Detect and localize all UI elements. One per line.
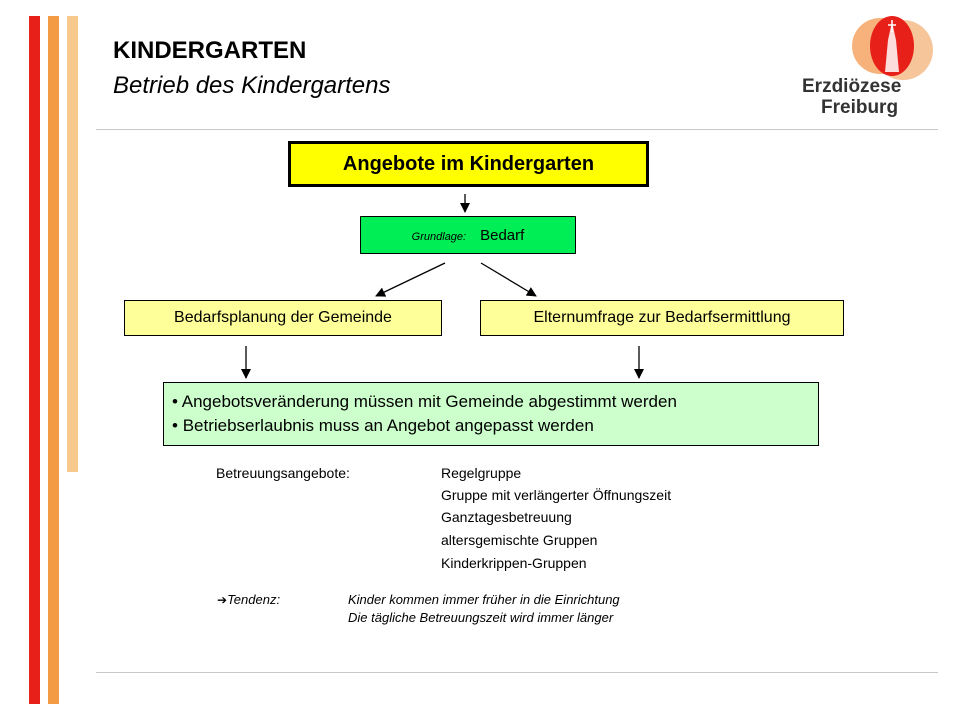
basis-box: [360, 216, 576, 254]
offer-item: Kinderkrippen-Gruppen: [441, 555, 587, 571]
trend-line: Die tägliche Betreuungszeit wird immer länger: [348, 610, 614, 625]
municipal-planning-label: Bedarfsplanung der Gemeinde: [174, 309, 392, 326]
arrow-basis-to-right: [481, 263, 536, 296]
offer-item: altersgemischte Gruppen: [441, 532, 598, 548]
parent-survey-label: Elternumfrage zur Bedarfsermittlung: [533, 309, 791, 326]
offer-item: Regelgruppe: [441, 465, 522, 481]
basis-value: Bedarf: [480, 226, 525, 244]
main-box-label: Angebote im Kindergarten: [342, 152, 595, 175]
trend-label: ➔Tendenz:: [217, 592, 281, 607]
page-subtitle: Betrieb des Kindergartens: [113, 72, 391, 99]
offer-item: Gruppe mit verlängerter Öffnungszeit: [441, 487, 672, 503]
basis-label: Grundlage:: [411, 231, 467, 243]
logo-text-line2: Freiburg: [821, 97, 899, 118]
parent-survey-box: [480, 300, 844, 336]
offer-item: Ganztagesbetreuung: [441, 509, 572, 525]
municipal-planning-box: [124, 300, 442, 336]
result-item: • Betriebserlaubnis muss an Angebot angepasst werden: [172, 416, 594, 435]
trend-line: Kinder kommen immer früher in die Einrichtung: [348, 592, 620, 607]
logo-text-line1: Erzdiözese: [802, 76, 902, 97]
main-box: [288, 141, 649, 187]
result-item: • Angebotsveränderung müssen mit Gemeinde abgestimmt werden: [172, 392, 677, 411]
page-title: KINDERGARTEN: [113, 37, 307, 64]
arrow-basis-to-left: [376, 263, 445, 296]
right-arrow-icon: ➔: [217, 593, 228, 607]
result-box: [163, 382, 819, 446]
offers-label: Betreuungsangebote:: [216, 465, 350, 481]
